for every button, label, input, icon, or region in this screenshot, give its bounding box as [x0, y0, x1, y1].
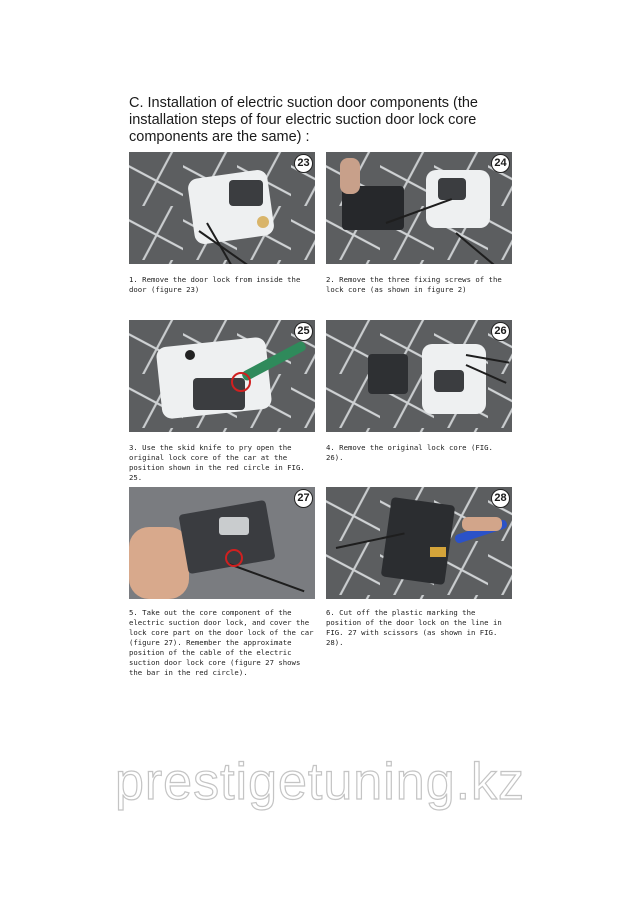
page-heading: C. Installation of electric suction door components (the installation steps of four electric suction door lock core components are the same) :: [129, 95, 478, 145]
figure-26-photo: [326, 320, 512, 432]
step-1-caption: 1. Remove the door lock from inside the door (figure 23): [129, 275, 301, 294]
step-number-badge: 26: [491, 322, 510, 341]
step-4-caption: 4. Remove the original lock core (FIG. 26).: [326, 443, 493, 462]
step-number-badge: 23: [294, 154, 313, 173]
step-number-badge: 24: [491, 154, 510, 173]
step-number-badge: 27: [294, 489, 313, 508]
watermark-text: prestigetuning.kz: [114, 753, 526, 811]
figure-25-photo: [129, 320, 315, 432]
step-number-badge: 25: [294, 322, 313, 341]
step-5-caption: 5. Take out the core component of the electric suction door lock, and cover the lock core part on the door lock of the car (figure 27). Remember the approximate position of the cable of the electric suction door lock core (figure 27 shows the bar in the red circle).: [129, 608, 314, 677]
figure-24-photo: [326, 152, 512, 264]
step-2-caption: 2. Remove the three fixing screws of the lock core (as shown in figure 2): [326, 275, 502, 294]
figure-23-photo: [129, 152, 315, 264]
step-3-caption: 3. Use the skid knife to pry open the original lock core of the car at the position shown in the red circle in FIG. 25.: [129, 443, 305, 482]
step-number-badge: 28: [491, 489, 510, 508]
figure-27-photo: [129, 487, 315, 599]
figure-28-photo: [326, 487, 512, 599]
step-6-caption: 6. Cut off the plastic marking the position of the door lock on the line in FIG. 27 with scissors (as shown in FIG. 28).: [326, 608, 502, 647]
